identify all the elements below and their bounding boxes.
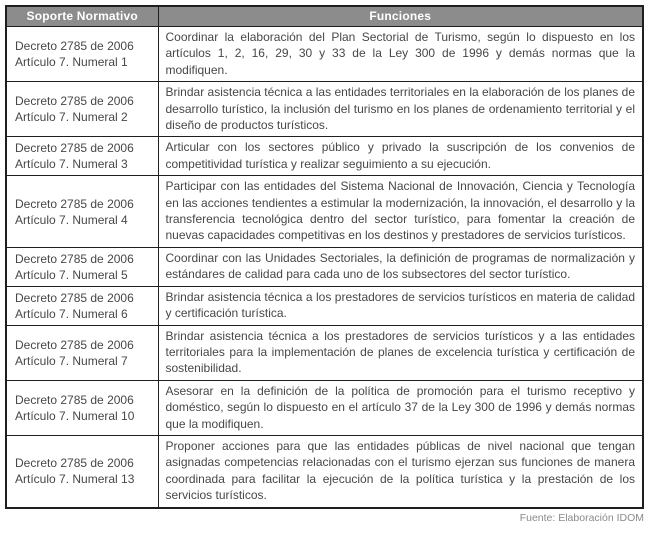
decreto-text: Decreto 2785 de 2006 xyxy=(15,251,134,266)
funcion-cell: Coordinar la elaboración del Plan Sectorial de Turismo, según lo dispuesto en los artículos 1, 2, 16, 29, 30 y 33 de la Ley 300 de 1996 y demás normas que la modifiquen. xyxy=(158,27,643,82)
decreto-text: Decreto 2785 de 2006 xyxy=(15,141,134,156)
decreto-text: Decreto 2785 de 2006 xyxy=(15,290,134,305)
articulo-text: Artículo 7. Numeral 13 xyxy=(15,472,135,487)
table-row xyxy=(6,82,643,137)
table-row xyxy=(6,286,643,325)
normative-functions-table xyxy=(5,5,644,509)
table-row xyxy=(6,435,643,507)
decreto-text: Decreto 2785 de 2006 xyxy=(15,337,134,352)
soporte-cell xyxy=(6,435,158,507)
table-row xyxy=(6,176,643,248)
decreto-text: Decreto 2785 de 2006 xyxy=(15,196,134,211)
table-body xyxy=(6,27,643,508)
header-row xyxy=(6,6,643,27)
funcion-cell: Brindar asistencia técnica a los prestadores de servicios turísticos en materia de calidad y certificación turística. xyxy=(158,286,643,325)
table-row xyxy=(6,27,643,82)
soporte-cell xyxy=(6,137,158,176)
table-row xyxy=(6,247,643,286)
decreto-text: Decreto 2785 de 2006 xyxy=(15,456,134,471)
funcion-cell: Brindar asistencia técnica a los prestadores de servicios turísticos y a las entidades territoriales para la implementación de planes de excelencia turística y certificación de sostenibilidad. xyxy=(158,325,643,380)
table-row xyxy=(6,380,643,435)
funcion-cell: Participar con las entidades del Sistema Nacional de Innovación, Ciencia y Tecnología en las acciones tendientes a estimular la modernización, la innovación, el desarrollo y la transferencia tecnológica dentro del sector turístico, para fomentar la creación de nuevas capacidades competitivas en los destinos y prestadores de servicios turísticos. xyxy=(158,176,643,248)
soporte-cell xyxy=(6,286,158,325)
articulo-text: Artículo 7. Numeral 1 xyxy=(15,55,128,70)
articulo-text: Artículo 7. Numeral 7 xyxy=(15,353,128,368)
articulo-text: Artículo 7. Numeral 6 xyxy=(15,306,128,321)
decreto-text: Decreto 2785 de 2006 xyxy=(15,94,134,109)
source-note: Fuente: Elaboración IDOM xyxy=(519,511,644,524)
header-funciones: Funciones xyxy=(158,6,643,27)
soporte-cell xyxy=(6,380,158,435)
header-soporte-normativo: Soporte Normativo xyxy=(6,6,158,27)
funcion-cell: Brindar asistencia técnica a las entidades territoriales en la elaboración de los planes de desarrollo turístico, la inclusión del turismo en los planes de ordenamiento territorial y el diseño de productos turísticos. xyxy=(158,82,643,137)
funcion-cell: Proponer acciones para que las entidades públicas de nivel nacional que tengan asignadas competencias relacionadas con el turismo ejerzan sus funciones de manera coordinada para facilitar la ejecución de la política turística y la prestación de los servicios turísticos. xyxy=(158,435,643,507)
articulo-text: Artículo 7. Numeral 10 xyxy=(15,408,135,423)
articulo-text: Artículo 7. Numeral 5 xyxy=(15,267,128,282)
table-row xyxy=(6,325,643,380)
articulo-text: Artículo 7. Numeral 4 xyxy=(15,212,128,227)
soporte-cell xyxy=(6,27,158,82)
articulo-text: Artículo 7. Numeral 3 xyxy=(15,157,128,172)
table-header xyxy=(6,6,643,27)
soporte-cell xyxy=(6,176,158,248)
soporte-cell xyxy=(6,247,158,286)
table-row xyxy=(6,137,643,176)
soporte-cell xyxy=(6,325,158,380)
decreto-text: Decreto 2785 de 2006 xyxy=(15,39,134,54)
funcion-cell: Coordinar con las Unidades Sectoriales, la definición de programas de normalización y estándares de calidad para cada uno de los subsectores del sector turístico. xyxy=(158,247,643,286)
soporte-cell xyxy=(6,82,158,137)
funcion-cell: Asesorar en la definición de la política de promoción para el turismo receptivo y doméstico, según lo dispuesto en el artículo 37 de la Ley 300 de 1996 y demás normas que la modifiquen. xyxy=(158,380,643,435)
funcion-cell: Articular con los sectores público y privado la suscripción de los convenios de competitividad turística y realizar seguimiento a su ejecución. xyxy=(158,137,643,176)
articulo-text: Artículo 7. Numeral 2 xyxy=(15,110,128,125)
decreto-text: Decreto 2785 de 2006 xyxy=(15,392,134,407)
